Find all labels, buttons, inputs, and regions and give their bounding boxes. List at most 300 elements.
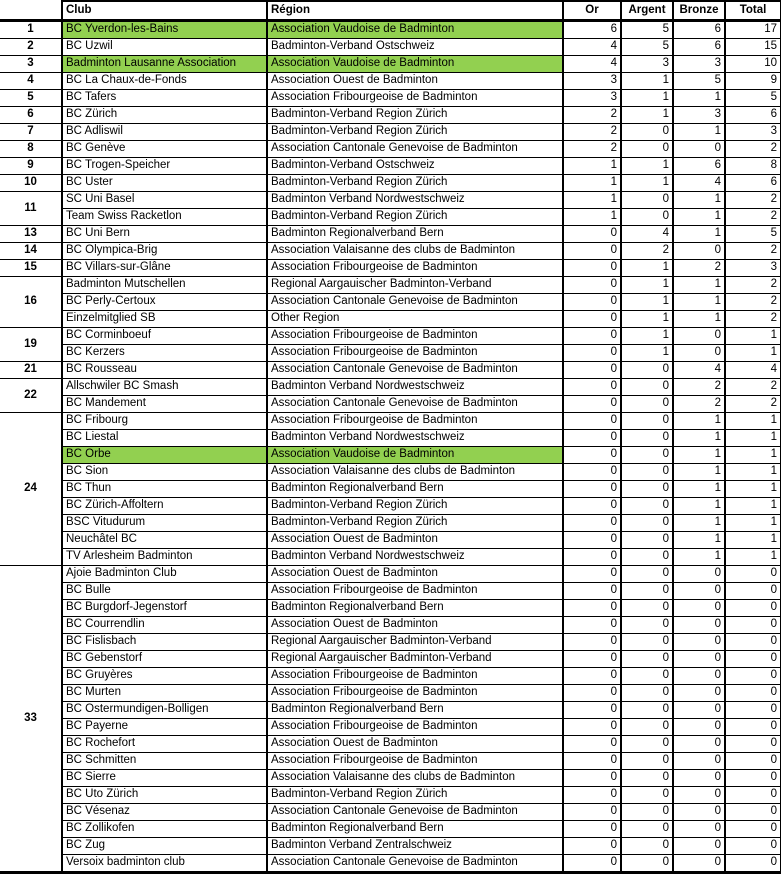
- table-row: [0, 107, 781, 124]
- region-cell: Other Region: [267, 311, 563, 328]
- region-cell: Association Cantonale Genevoise de Badminton: [267, 855, 563, 873]
- header-rank: [0, 1, 62, 21]
- bronze-cell: 6: [673, 21, 725, 39]
- region-cell: Association Cantonale Genevoise de Badminton: [267, 294, 563, 311]
- total-cell: 0: [725, 685, 781, 702]
- bronze-cell: 0: [673, 345, 725, 362]
- silver-cell: 1: [621, 175, 673, 192]
- rank-cell: 14: [0, 243, 62, 260]
- gold-cell: 0: [563, 396, 621, 413]
- gold-cell: 0: [563, 702, 621, 719]
- bronze-cell: 0: [673, 651, 725, 668]
- header-gold: Or: [563, 1, 621, 21]
- gold-cell: 0: [563, 515, 621, 532]
- table-row: [0, 770, 781, 787]
- total-cell: 2: [725, 396, 781, 413]
- region-cell: Badminton Verband Nordwestschweiz: [267, 430, 563, 447]
- club-cell: TV Arlesheim Badminton: [62, 549, 267, 566]
- gold-cell: 0: [563, 379, 621, 396]
- total-cell: 0: [725, 804, 781, 821]
- region-cell: Badminton-Verband Region Zürich: [267, 124, 563, 141]
- region-cell: Association Fribourgeoise de Badminton: [267, 668, 563, 685]
- table-row: [0, 753, 781, 770]
- region-cell: Association Vaudoise de Badminton: [267, 56, 563, 73]
- total-cell: 0: [725, 736, 781, 753]
- total-cell: 6: [725, 107, 781, 124]
- region-cell: Association Ouest de Badminton: [267, 736, 563, 753]
- total-cell: 5: [725, 90, 781, 107]
- bronze-cell: 0: [673, 736, 725, 753]
- gold-cell: 0: [563, 583, 621, 600]
- region-cell: Badminton-Verband Region Zürich: [267, 515, 563, 532]
- rank-cell: 10: [0, 175, 62, 192]
- silver-cell: 0: [621, 838, 673, 855]
- silver-cell: 0: [621, 736, 673, 753]
- club-cell: BC Uzwil: [62, 39, 267, 56]
- bronze-cell: 1: [673, 124, 725, 141]
- table-row: [0, 736, 781, 753]
- silver-cell: 1: [621, 260, 673, 277]
- club-cell: BC Uster: [62, 175, 267, 192]
- club-cell: BC Perly-Certoux: [62, 294, 267, 311]
- silver-cell: 1: [621, 158, 673, 175]
- silver-cell: 0: [621, 209, 673, 226]
- bronze-cell: 0: [673, 328, 725, 345]
- rank-cell: 15: [0, 260, 62, 277]
- table-row: [0, 838, 781, 855]
- region-cell: Association Ouest de Badminton: [267, 532, 563, 549]
- silver-cell: 0: [621, 396, 673, 413]
- club-cell: BC Rochefort: [62, 736, 267, 753]
- silver-cell: 0: [621, 124, 673, 141]
- rank-cell: 1: [0, 21, 62, 39]
- gold-cell: 0: [563, 770, 621, 787]
- gold-cell: 0: [563, 549, 621, 566]
- total-cell: 1: [725, 481, 781, 498]
- region-cell: Association Valaisanne des clubs de Badminton: [267, 464, 563, 481]
- table-row: [0, 260, 781, 277]
- gold-cell: 1: [563, 175, 621, 192]
- silver-cell: 0: [621, 770, 673, 787]
- region-cell: Association Valaisanne des clubs de Badminton: [267, 243, 563, 260]
- rank-cell: 6: [0, 107, 62, 124]
- rank-cell: 9: [0, 158, 62, 175]
- region-cell: Association Fribourgeoise de Badminton: [267, 685, 563, 702]
- total-cell: 0: [725, 719, 781, 736]
- gold-cell: 0: [563, 294, 621, 311]
- table-row: [0, 328, 781, 345]
- bronze-cell: 1: [673, 209, 725, 226]
- region-cell: Association Cantonale Genevoise de Badminton: [267, 804, 563, 821]
- gold-cell: 0: [563, 498, 621, 515]
- region-cell: Association Fribourgeoise de Badminton: [267, 719, 563, 736]
- table-row: [0, 787, 781, 804]
- gold-cell: 0: [563, 804, 621, 821]
- silver-cell: 5: [621, 21, 673, 39]
- table-row: [0, 481, 781, 498]
- gold-cell: 0: [563, 685, 621, 702]
- silver-cell: 1: [621, 311, 673, 328]
- table-row: [0, 396, 781, 413]
- bronze-cell: 0: [673, 617, 725, 634]
- rank-cell: 2: [0, 39, 62, 56]
- silver-cell: 0: [621, 549, 673, 566]
- bronze-cell: 6: [673, 39, 725, 56]
- table-row: [0, 90, 781, 107]
- region-cell: Badminton-Verband Ostschweiz: [267, 158, 563, 175]
- total-cell: 0: [725, 583, 781, 600]
- club-cell: BC Bulle: [62, 583, 267, 600]
- bronze-cell: 1: [673, 277, 725, 294]
- bronze-cell: 2: [673, 260, 725, 277]
- silver-cell: 0: [621, 566, 673, 583]
- region-cell: Association Valaisanne des clubs de Badminton: [267, 770, 563, 787]
- bronze-cell: 0: [673, 821, 725, 838]
- silver-cell: 0: [621, 787, 673, 804]
- club-cell: BC Tafers: [62, 90, 267, 107]
- region-cell: Association Ouest de Badminton: [267, 73, 563, 90]
- club-cell: Einzelmitglied SB: [62, 311, 267, 328]
- total-cell: 1: [725, 328, 781, 345]
- rank-cell: 8: [0, 141, 62, 158]
- table-row: [0, 549, 781, 566]
- total-cell: 17: [725, 21, 781, 39]
- bronze-cell: 0: [673, 634, 725, 651]
- silver-cell: 1: [621, 73, 673, 90]
- bronze-cell: 1: [673, 413, 725, 430]
- silver-cell: 0: [621, 583, 673, 600]
- total-cell: 1: [725, 498, 781, 515]
- bronze-cell: 6: [673, 158, 725, 175]
- gold-cell: 2: [563, 107, 621, 124]
- bronze-cell: 0: [673, 804, 725, 821]
- club-cell: BC La Chaux-de-Fonds: [62, 73, 267, 90]
- gold-cell: 0: [563, 753, 621, 770]
- table-row: [0, 515, 781, 532]
- header-club: Club: [62, 1, 267, 21]
- gold-cell: 0: [563, 787, 621, 804]
- bronze-cell: 0: [673, 583, 725, 600]
- table-row: [0, 447, 781, 464]
- silver-cell: 1: [621, 90, 673, 107]
- silver-cell: 1: [621, 328, 673, 345]
- gold-cell: 4: [563, 56, 621, 73]
- table-row: [0, 21, 781, 39]
- table-row: [0, 668, 781, 685]
- gold-cell: 0: [563, 413, 621, 430]
- region-cell: Association Vaudoise de Badminton: [267, 21, 563, 39]
- region-cell: Badminton-Verband Region Zürich: [267, 787, 563, 804]
- bronze-cell: 1: [673, 532, 725, 549]
- total-cell: 1: [725, 345, 781, 362]
- silver-cell: 0: [621, 685, 673, 702]
- club-cell: BC Sion: [62, 464, 267, 481]
- total-cell: 5: [725, 226, 781, 243]
- table-row: [0, 379, 781, 396]
- club-cell: BC Courrendlin: [62, 617, 267, 634]
- bronze-cell: 2: [673, 379, 725, 396]
- silver-cell: 2: [621, 243, 673, 260]
- table-row: [0, 804, 781, 821]
- club-cell: BC Burgdorf-Jegenstorf: [62, 600, 267, 617]
- rank-cell: 11: [0, 192, 62, 226]
- region-cell: Badminton-Verband Region Zürich: [267, 498, 563, 515]
- club-cell: BC Zürich: [62, 107, 267, 124]
- total-cell: 8: [725, 158, 781, 175]
- region-cell: Badminton Regionalverband Bern: [267, 226, 563, 243]
- table-row: [0, 345, 781, 362]
- silver-cell: 0: [621, 719, 673, 736]
- region-cell: Association Fribourgeoise de Badminton: [267, 413, 563, 430]
- header-total: Total: [725, 1, 781, 21]
- table-row: [0, 124, 781, 141]
- silver-cell: 0: [621, 481, 673, 498]
- total-cell: 0: [725, 753, 781, 770]
- table-row: [0, 209, 781, 226]
- gold-cell: 2: [563, 141, 621, 158]
- silver-cell: 0: [621, 532, 673, 549]
- bronze-cell: 1: [673, 294, 725, 311]
- club-cell: BC Orbe: [62, 447, 267, 464]
- total-cell: 9: [725, 73, 781, 90]
- gold-cell: 0: [563, 668, 621, 685]
- bronze-cell: 1: [673, 447, 725, 464]
- gold-cell: 0: [563, 481, 621, 498]
- bronze-cell: 1: [673, 549, 725, 566]
- total-cell: 1: [725, 549, 781, 566]
- gold-cell: 2: [563, 124, 621, 141]
- total-cell: 2: [725, 209, 781, 226]
- bronze-cell: 0: [673, 753, 725, 770]
- club-cell: BC Corminboeuf: [62, 328, 267, 345]
- region-cell: Association Fribourgeoise de Badminton: [267, 345, 563, 362]
- table-row: [0, 464, 781, 481]
- silver-cell: 0: [621, 855, 673, 873]
- table-row: [0, 175, 781, 192]
- silver-cell: 0: [621, 447, 673, 464]
- club-cell: Allschwiler BC Smash: [62, 379, 267, 396]
- table-row: [0, 73, 781, 90]
- silver-cell: 0: [621, 821, 673, 838]
- club-cell: BC Kerzers: [62, 345, 267, 362]
- table-row: [0, 532, 781, 549]
- bronze-cell: 1: [673, 430, 725, 447]
- gold-cell: 0: [563, 328, 621, 345]
- total-cell: 0: [725, 787, 781, 804]
- region-cell: Association Vaudoise de Badminton: [267, 447, 563, 464]
- bronze-cell: 4: [673, 362, 725, 379]
- club-cell: BC Zollikofen: [62, 821, 267, 838]
- gold-cell: 0: [563, 838, 621, 855]
- club-cell: BC Ostermundigen-Bolligen: [62, 702, 267, 719]
- club-cell: Team Swiss Racketlon: [62, 209, 267, 226]
- total-cell: 0: [725, 651, 781, 668]
- region-cell: Association Cantonale Genevoise de Badminton: [267, 396, 563, 413]
- region-cell: Badminton-Verband Region Zürich: [267, 107, 563, 124]
- silver-cell: 0: [621, 702, 673, 719]
- club-cell: BC Genève: [62, 141, 267, 158]
- total-cell: 2: [725, 311, 781, 328]
- region-cell: Association Fribourgeoise de Badminton: [267, 90, 563, 107]
- club-cell: BC Adliswil: [62, 124, 267, 141]
- region-cell: Association Ouest de Badminton: [267, 566, 563, 583]
- total-cell: 2: [725, 294, 781, 311]
- total-cell: 2: [725, 277, 781, 294]
- table-row: [0, 192, 781, 209]
- region-cell: Association Cantonale Genevoise de Badminton: [267, 141, 563, 158]
- silver-cell: 3: [621, 56, 673, 73]
- table-row: [0, 617, 781, 634]
- region-cell: Regional Aargauischer Badminton-Verband: [267, 651, 563, 668]
- table-row: [0, 855, 781, 873]
- gold-cell: 0: [563, 600, 621, 617]
- bronze-cell: 0: [673, 685, 725, 702]
- bronze-cell: 0: [673, 141, 725, 158]
- table-row: [0, 600, 781, 617]
- club-cell: BC Olympica-Brig: [62, 243, 267, 260]
- bronze-cell: 1: [673, 515, 725, 532]
- bronze-cell: 1: [673, 226, 725, 243]
- gold-cell: 3: [563, 90, 621, 107]
- gold-cell: 0: [563, 651, 621, 668]
- club-cell: BC Gruyères: [62, 668, 267, 685]
- gold-cell: 1: [563, 209, 621, 226]
- bronze-cell: 0: [673, 719, 725, 736]
- club-cell: BC Fribourg: [62, 413, 267, 430]
- total-cell: 2: [725, 141, 781, 158]
- table-row: [0, 702, 781, 719]
- club-cell: BC Murten: [62, 685, 267, 702]
- rank-cell: 22: [0, 379, 62, 413]
- gold-cell: 0: [563, 243, 621, 260]
- rank-cell: 24: [0, 413, 62, 566]
- bronze-cell: 3: [673, 107, 725, 124]
- total-cell: 0: [725, 702, 781, 719]
- silver-cell: 0: [621, 379, 673, 396]
- club-cell: BC Zug: [62, 838, 267, 855]
- table-row: [0, 651, 781, 668]
- rank-cell: 21: [0, 362, 62, 379]
- gold-cell: 0: [563, 464, 621, 481]
- total-cell: 0: [725, 770, 781, 787]
- club-cell: BC Villars-sur-Glâne: [62, 260, 267, 277]
- silver-cell: 0: [621, 515, 673, 532]
- table-body: [0, 21, 781, 873]
- bronze-cell: 5: [673, 73, 725, 90]
- club-cell: BC Liestal: [62, 430, 267, 447]
- rank-cell: 13: [0, 226, 62, 243]
- silver-cell: 0: [621, 668, 673, 685]
- club-cell: BC Thun: [62, 481, 267, 498]
- bronze-cell: 0: [673, 787, 725, 804]
- gold-cell: 0: [563, 855, 621, 873]
- region-cell: Regional Aargauischer Badminton-Verband: [267, 277, 563, 294]
- total-cell: 0: [725, 838, 781, 855]
- total-cell: 1: [725, 413, 781, 430]
- region-cell: Badminton-Verband Region Zürich: [267, 209, 563, 226]
- silver-cell: 1: [621, 345, 673, 362]
- gold-cell: 3: [563, 73, 621, 90]
- bronze-cell: 1: [673, 311, 725, 328]
- table-row: [0, 158, 781, 175]
- total-cell: 2: [725, 192, 781, 209]
- region-cell: Badminton Verband Zentralschweiz: [267, 838, 563, 855]
- rank-cell: 16: [0, 277, 62, 328]
- gold-cell: 0: [563, 532, 621, 549]
- gold-cell: 1: [563, 158, 621, 175]
- club-cell: BC Uto Zürich: [62, 787, 267, 804]
- bronze-cell: 0: [673, 770, 725, 787]
- region-cell: Badminton Verband Nordwestschweiz: [267, 379, 563, 396]
- table-row: [0, 498, 781, 515]
- silver-cell: 0: [621, 464, 673, 481]
- total-cell: 4: [725, 362, 781, 379]
- region-cell: Association Fribourgeoise de Badminton: [267, 328, 563, 345]
- silver-cell: 0: [621, 192, 673, 209]
- silver-cell: 0: [621, 634, 673, 651]
- gold-cell: 0: [563, 226, 621, 243]
- gold-cell: 0: [563, 362, 621, 379]
- region-cell: Association Fribourgeoise de Badminton: [267, 260, 563, 277]
- total-cell: 10: [725, 56, 781, 73]
- region-cell: Badminton Regionalverband Bern: [267, 821, 563, 838]
- header-silver: Argent: [621, 1, 673, 21]
- total-cell: 15: [725, 39, 781, 56]
- table-row: [0, 39, 781, 56]
- club-cell: BC Rousseau: [62, 362, 267, 379]
- silver-cell: 1: [621, 107, 673, 124]
- club-cell: BC Sierre: [62, 770, 267, 787]
- gold-cell: 0: [563, 736, 621, 753]
- silver-cell: 0: [621, 617, 673, 634]
- total-cell: 0: [725, 617, 781, 634]
- region-cell: Association Fribourgeoise de Badminton: [267, 753, 563, 770]
- region-cell: Badminton Regionalverband Bern: [267, 481, 563, 498]
- bronze-cell: 1: [673, 192, 725, 209]
- silver-cell: 0: [621, 430, 673, 447]
- bronze-cell: 0: [673, 566, 725, 583]
- club-cell: BC Mandement: [62, 396, 267, 413]
- club-cell: BC Trogen-Speicher: [62, 158, 267, 175]
- club-cell: SC Uni Basel: [62, 192, 267, 209]
- table-row: [0, 821, 781, 838]
- silver-cell: 5: [621, 39, 673, 56]
- silver-cell: 0: [621, 600, 673, 617]
- silver-cell: 4: [621, 226, 673, 243]
- table-row: [0, 311, 781, 328]
- gold-cell: 0: [563, 345, 621, 362]
- table-row: [0, 566, 781, 583]
- total-cell: 1: [725, 447, 781, 464]
- table-row: [0, 685, 781, 702]
- club-cell: BC Payerne: [62, 719, 267, 736]
- club-cell: BC Schmitten: [62, 753, 267, 770]
- rank-cell: 19: [0, 328, 62, 362]
- header-row: [0, 1, 781, 21]
- gold-cell: 0: [563, 634, 621, 651]
- bronze-cell: 0: [673, 600, 725, 617]
- table-row: [0, 362, 781, 379]
- club-cell: BC Vésenaz: [62, 804, 267, 821]
- bronze-cell: 0: [673, 668, 725, 685]
- total-cell: 6: [725, 175, 781, 192]
- total-cell: 1: [725, 532, 781, 549]
- silver-cell: 1: [621, 294, 673, 311]
- table-row: [0, 294, 781, 311]
- gold-cell: 0: [563, 447, 621, 464]
- table-row: [0, 430, 781, 447]
- bronze-cell: 1: [673, 481, 725, 498]
